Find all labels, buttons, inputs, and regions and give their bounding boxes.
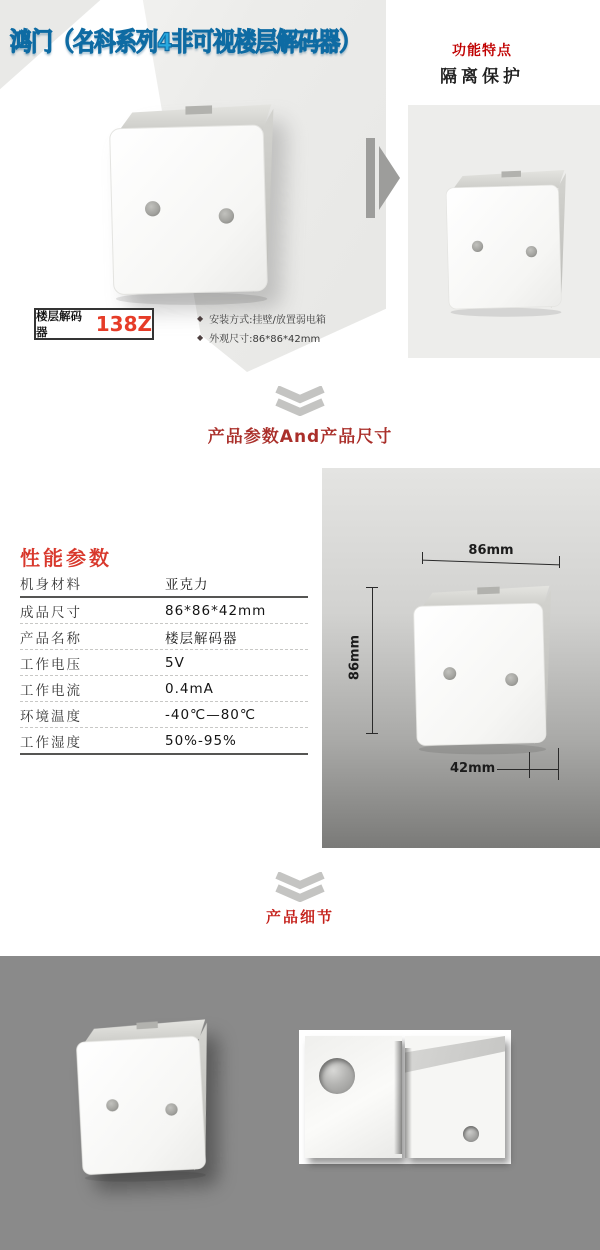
- list-item: [197, 330, 326, 345]
- dimension-tick: [366, 733, 378, 734]
- spec-value: 0.4mA: [165, 680, 214, 697]
- detail-closeup-hole: [305, 1036, 402, 1158]
- params-section-title: 产品参数And产品尺寸: [207, 427, 393, 447]
- dimension-depth-label: 42mm: [450, 761, 496, 776]
- spec-value: 楼层解码器: [165, 630, 238, 647]
- table-row: [20, 624, 308, 650]
- spec-label: 工作电压: [20, 656, 82, 673]
- dimension-tick: [529, 752, 530, 778]
- spec-value: 86*86*42mm: [165, 602, 267, 619]
- bullet-text: 安装方式:挂壁/放置弱电箱: [209, 315, 326, 326]
- product-photo-detail: [56, 1006, 225, 1186]
- table-row: [20, 702, 308, 728]
- model-label-box: [34, 308, 154, 340]
- hole-closeup: [319, 1058, 355, 1094]
- table-row: [20, 570, 308, 598]
- arrow-right-icon: [379, 146, 400, 210]
- table-row: [20, 650, 308, 676]
- table-row: [20, 728, 308, 755]
- dimension-tick: [558, 748, 559, 780]
- diamond-bullet-icon: ◆: [197, 332, 204, 342]
- product-photo-main: [85, 88, 290, 308]
- table-row: [20, 676, 308, 702]
- detail-closeup-frame: [299, 1030, 511, 1164]
- dimension-line-height: [372, 587, 373, 733]
- spec-label: 机身材料: [20, 577, 82, 593]
- features-heading: 功能特点: [452, 43, 512, 59]
- table-row: [20, 598, 308, 624]
- spec-label: 产品名称: [20, 630, 82, 647]
- detail-closeup-corner: [405, 1036, 505, 1158]
- double-chevron-down-icon: [0, 386, 600, 420]
- double-chevron-down-icon: [0, 872, 600, 906]
- product-name-label: 楼层解码器: [36, 309, 82, 339]
- dimension-tick: [422, 552, 423, 564]
- spec-label: 成品尺寸: [20, 604, 82, 621]
- spec-value: 亚克力: [165, 577, 209, 593]
- product-photo-dimension: [393, 572, 565, 757]
- details-section-title: 产品细节: [265, 908, 334, 926]
- diamond-bullet-icon: ◆: [197, 313, 204, 323]
- arrow-right-icon: [366, 138, 375, 218]
- dimension-tick: [559, 556, 560, 568]
- feature-item: 隔离保护: [440, 67, 524, 87]
- spec-label: 环境温度: [20, 708, 82, 725]
- product-photo-small: [428, 158, 578, 319]
- spec-value: 50%-95%: [165, 732, 237, 749]
- dimension-height-label: 86mm: [347, 634, 363, 681]
- dimension-tick: [366, 587, 378, 588]
- list-item: [197, 311, 326, 326]
- spec-value: -40℃—80℃: [165, 706, 257, 723]
- install-bullet-list: [197, 311, 326, 349]
- spec-label: 工作电流: [20, 682, 82, 699]
- hole-closeup: [463, 1126, 479, 1142]
- page-title: 鸿门（名科系列4非可视楼层解码器）: [10, 28, 361, 58]
- spec-value: 5V: [165, 654, 185, 671]
- dimension-width-label: 86mm: [468, 543, 514, 558]
- specs-title: 性能参数: [20, 546, 112, 570]
- dimension-line-depth: [497, 769, 559, 770]
- bullet-text: 外观尺寸:86*86*42mm: [209, 334, 321, 345]
- spec-label: 工作湿度: [20, 734, 82, 751]
- model-number: 138Z: [95, 312, 152, 336]
- specs-table: [20, 570, 308, 755]
